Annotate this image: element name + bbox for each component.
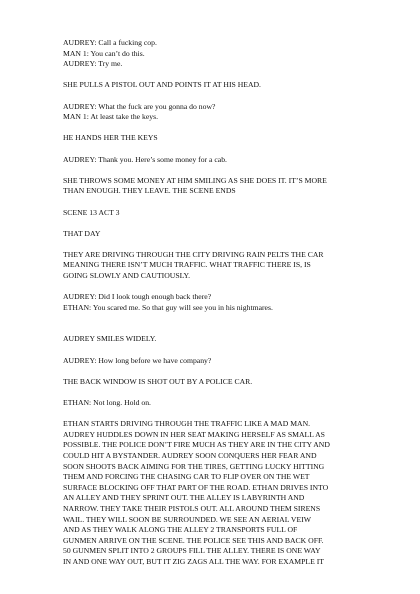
script-line: AUDREY: How long before we have company? — [63, 355, 212, 365]
script-line: COULD HIT A BYSTANDER. AUDREY SOON CONQUERS HER FEAR AND — [63, 450, 317, 460]
script-paragraph — [63, 133, 383, 144]
script-line: GUNMEN ARRIVE ON THE SCENE. THE POLICE SEE THIS AND BACK OFF. — [63, 535, 324, 545]
script-line: ETHAN: Not long. Hold on. — [63, 398, 151, 407]
script-line: THEY ARE DRIVING THROUGH THE CITY DRIVING RAIN PELTS THE CAR — [63, 249, 324, 259]
script-line: IN AND ONE WAY OUT, BUT IT ZIG ZAGS ALL THE WAY. FOR EXAMPLE IT — [63, 556, 324, 566]
script-paragraph — [63, 419, 383, 567]
script-line: GOING SLOWLY AND CAUTIOUSLY. — [63, 271, 191, 281]
script-line: SHE THROWS SOME MONEY AT HIM SMILING AS SHE DOES IT. IT’S MORE — [63, 175, 327, 185]
script-line: AUDREY: What the fuck are you gonna do now? — [63, 101, 216, 111]
script-line: POSSIBLE. THE POLICE DON’T FIRE MUCH AS THEY ARE IN THE CITY AND — [63, 440, 330, 450]
script-line: SURFACE BLOCKING OFF THAT PART OF THE ROAD. ETHAN DRIVES INTO — [63, 482, 329, 492]
script-paragraph — [63, 292, 383, 313]
script-paragraph — [63, 80, 383, 91]
script-paragraph — [63, 398, 383, 409]
script-paragraph — [63, 208, 383, 219]
script-line: AUDREY: Did I look tough enough back there? — [63, 292, 212, 302]
script-line: SHE PULLS A PISTOL OUT AND POINTS IT AT HIS HEAD. — [63, 80, 261, 90]
script-line: THEM AND FORCING THE CHASING CAR TO FLIP OVER ON THE WET — [63, 472, 310, 482]
script-line: MEANING THERE ISN’T MUCH TRAFFIC. WHAT TRAFFIC THERE IS, IS — [63, 260, 311, 270]
script-paragraph — [63, 102, 383, 123]
script-line: AN ALLEY AND THEY SPRINT OUT. THE ALLEY IS LABYRINTH AND — [63, 493, 305, 503]
script-line: THAT DAY — [63, 228, 101, 238]
script-line: ETHAN STARTS DRIVING THROUGH THE TRAFFIC LIKE A MAD MAN. — [63, 419, 311, 429]
script-line: THAN ENOUGH. THEY LEAVE. THE SCENE ENDS — [63, 186, 236, 196]
script-line: AND AS THEY WALK ALONG THE ALLEY 2 TRANSPORTS FULL OF — [63, 525, 298, 535]
script-line: AUDREY: Call a fucking cop. — [63, 38, 157, 47]
script-paragraph — [63, 229, 383, 240]
script-line: 50 GUNMEN SPLIT INTO 2 GROUPS FILL THE ALLEY. THERE IS ONE WAY — [63, 546, 321, 556]
script-line: MAN 1: You can’t do this. — [63, 48, 145, 58]
script-body — [63, 38, 383, 578]
script-line: AUDREY SMILES WIDELY. — [63, 334, 157, 344]
script-paragraph — [63, 250, 383, 282]
script-line: ETHAN: You scared me. So that guy will see you in his nightmares. — [63, 302, 273, 312]
script-line: MAN 1: At least take the keys. — [63, 112, 159, 122]
script-line: HE HANDS HER THE KEYS — [63, 133, 158, 143]
script-line: AUDREY HUDDLES DOWN IN HER SEAT MAKING HERSELF AS SMALL AS — [63, 429, 325, 439]
script-line: AUDREY: Try me. — [63, 59, 123, 69]
script-paragraph — [63, 356, 383, 367]
script-paragraph — [63, 377, 383, 388]
script-line: SOON SHOOTS BACK AIMING FOR THE TIRES, GETTING LUCKY HITTING — [63, 461, 325, 471]
script-paragraph — [63, 176, 383, 197]
script-line: NARROW. THEY TAKE THEIR PISTOLS OUT. ALL AROUND THEM SIRENS — [63, 503, 321, 513]
script-line: AUDREY: Thank you. Here’s some money for a cab. — [63, 154, 227, 164]
script-paragraph — [63, 155, 383, 166]
script-line: SCENE 13 ACT 3 — [63, 207, 120, 217]
script-line: THE BACK WINDOW IS SHOT OUT BY A POLICE CAR. — [63, 376, 253, 386]
script-line: WAIL. THEY WILL SOON BE SURROUNDED. WE SEE AN AERIAL VEIW — [63, 514, 311, 524]
script-paragraph — [63, 38, 383, 70]
script-paragraph — [63, 334, 383, 345]
